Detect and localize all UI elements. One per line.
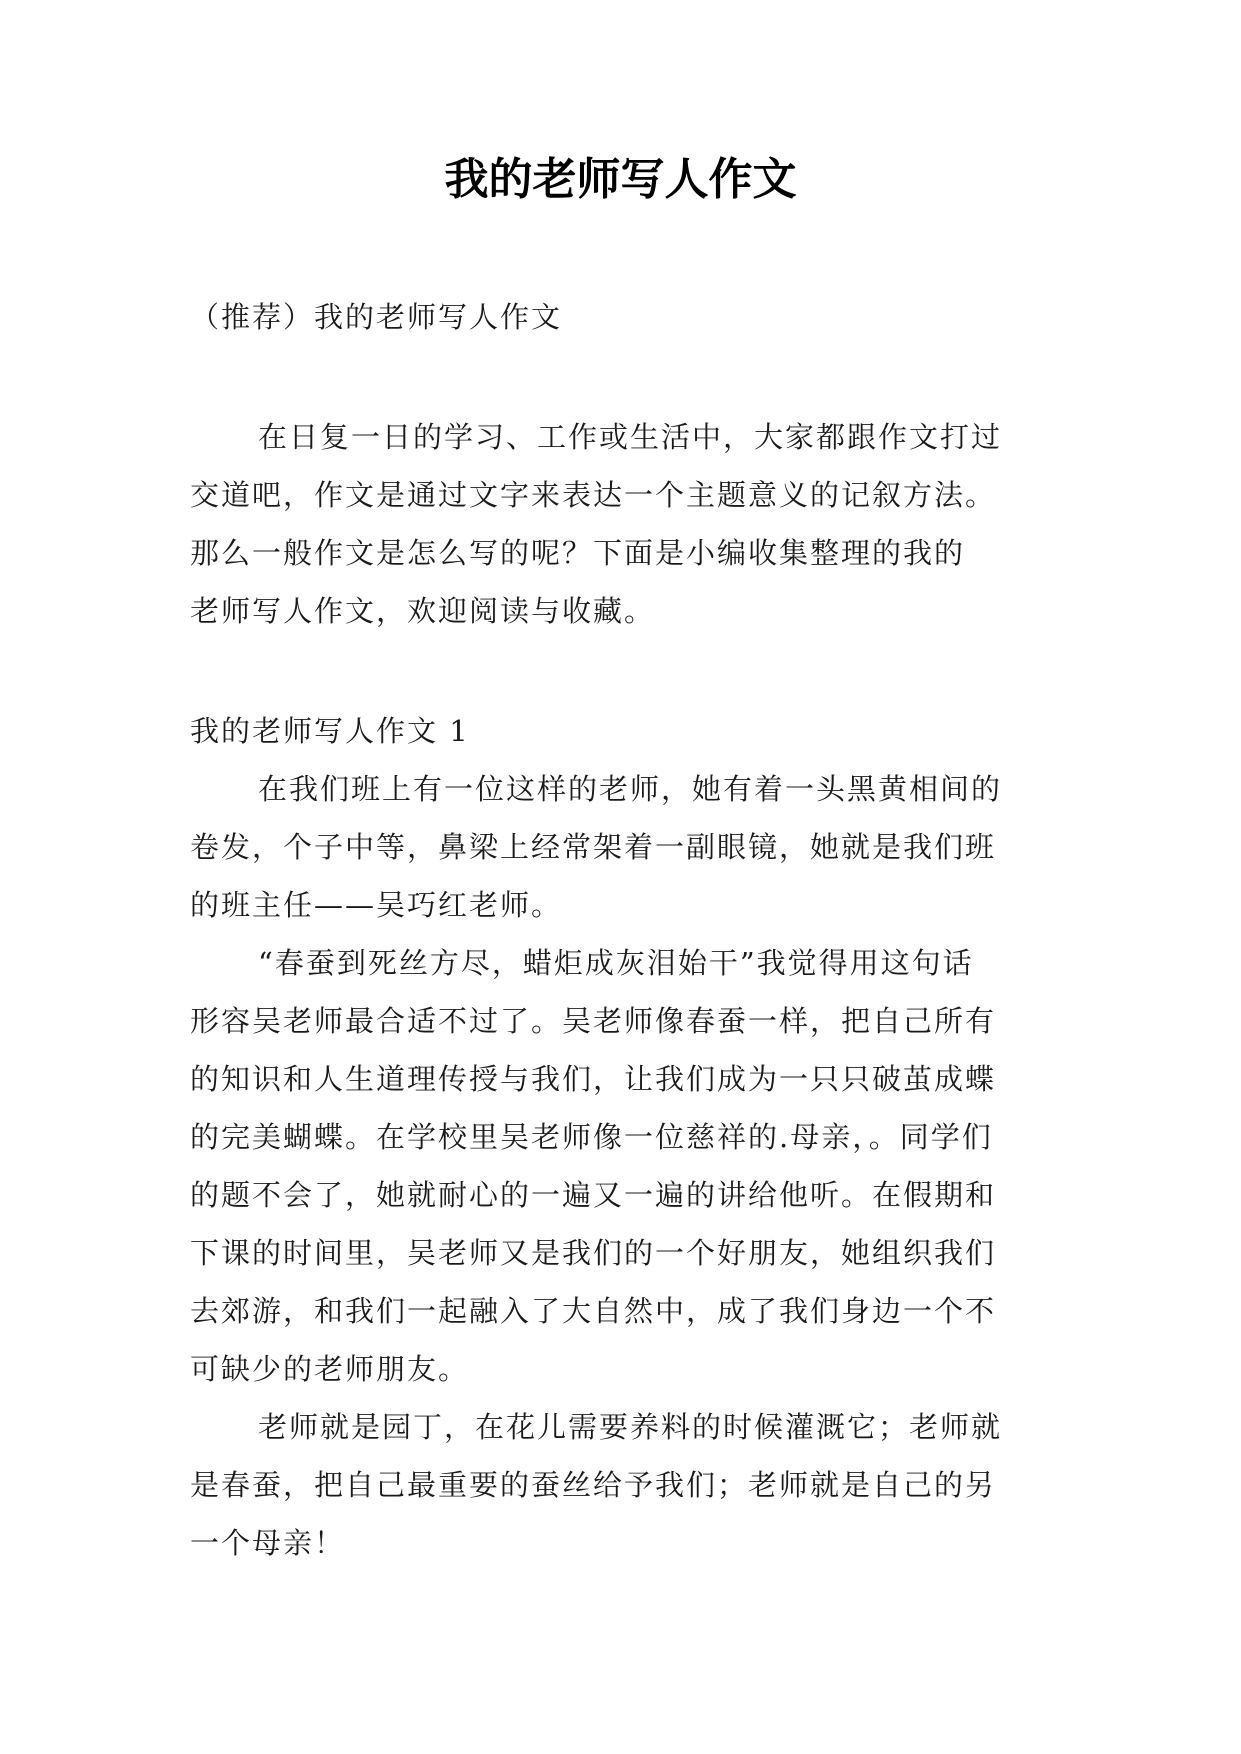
body-paragraph-3 xyxy=(190,1398,1060,1572)
paragraph-line: 的知识和人生道理传授与我们，让我们成为一只只破茧成蝶 xyxy=(190,1062,997,1096)
paragraph-line: 形容吴老师最合适不过了。吴老师像春蚕一样，把自己所有 xyxy=(190,1004,997,1038)
paragraph-line: 交道吧，作文是通过文字来表达一个主题意义的记叙方法。 xyxy=(190,478,997,512)
section-heading: 我的老师写人作文 1 xyxy=(190,714,470,748)
document-body xyxy=(190,288,1060,1572)
document-title: 我的老师写人作文 xyxy=(444,154,797,205)
paragraph-line: 在日复一日的学习、工作或生活中，大家都跟作文打过 xyxy=(258,420,1003,454)
intro-paragraph xyxy=(190,408,1060,640)
paragraph-line: 是春蚕，把自己最重要的蚕丝给予我们；老师就是自己的另 xyxy=(190,1468,997,1502)
paragraph-line: 卷发，个子中等，鼻梁上经常架着一副眼镜，她就是我们班 xyxy=(190,830,997,864)
paragraph-line: 那么一般作文是怎么写的呢？下面是小编收集整理的我的 xyxy=(190,536,966,570)
paragraph-line: 的班主任——吴巧红老师。 xyxy=(190,888,563,922)
spacer xyxy=(190,346,1060,408)
paragraph-line: 的完美蝴蝶。在学校里吴老师像一位慈祥的.母亲，。同学们 xyxy=(190,1120,993,1154)
paragraph-line: 在我们班上有一位这样的老师，她有着一头黑黄相间的 xyxy=(258,772,1003,806)
body-paragraph-2 xyxy=(190,934,1060,1398)
body-paragraph-1 xyxy=(190,760,1060,934)
paragraph-line: 老师就是园丁，在花儿需要养料的时候灌溉它；老师就 xyxy=(258,1410,1003,1444)
paragraph-line: 可缺少的老师朋友。 xyxy=(190,1352,470,1386)
paragraph-line: “春蚕到死丝方尽，蜡炬成灰泪始干”我觉得用这句话 xyxy=(258,946,974,980)
document-subtitle: （推荐）我的老师写人作文 xyxy=(190,300,563,334)
paragraph-line: 一个母亲！ xyxy=(190,1526,346,1560)
paragraph-line: 老师写人作文，欢迎阅读与收藏。 xyxy=(190,594,656,628)
spacer xyxy=(190,640,1060,702)
paragraph-line: 的题不会了，她就耐心的一遍又一遍的讲给他听。在假期和 xyxy=(190,1178,997,1212)
paragraph-line: 下课的时间里，吴老师又是我们的一个好朋友，她组织我们 xyxy=(190,1236,997,1270)
paragraph-line: 去郊游，和我们一起融入了大自然中，成了我们身边一个不 xyxy=(190,1294,997,1328)
